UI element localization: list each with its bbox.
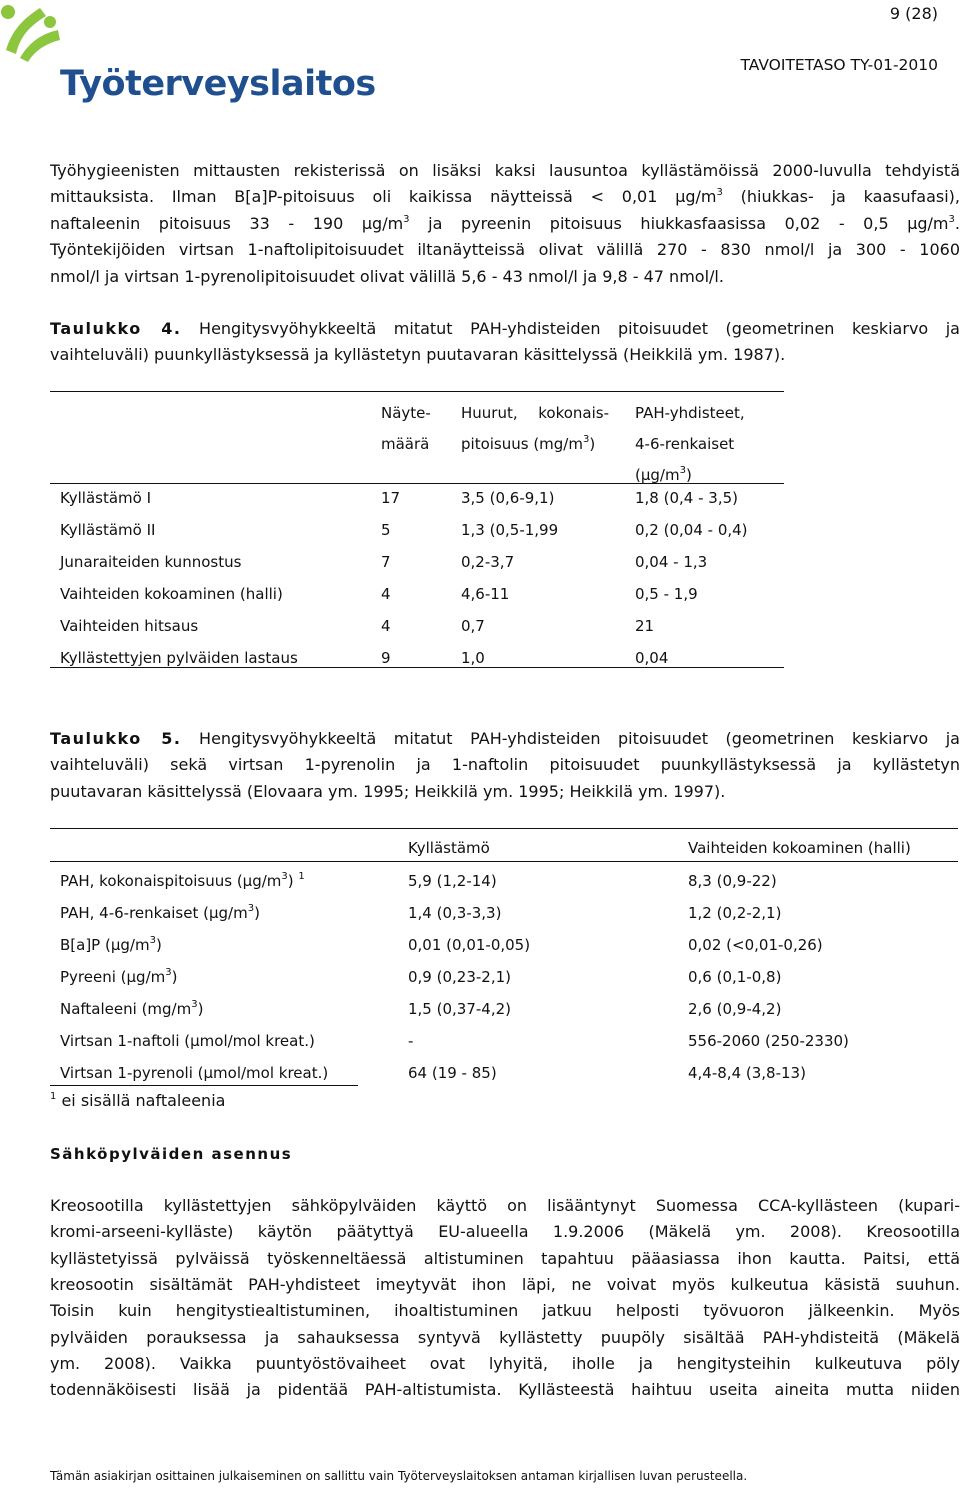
table4-row [60, 482, 785, 514]
table4-row-name: Kyllästettyjen pylväiden lastaus [60, 649, 298, 667]
section-line: kreosootin sisältämät PAH-yhdisteet imeytyvät ihon läpi, ne voivat myös kulkeutua käsistä suuhun. [50, 1274, 960, 1294]
table4-row-pah: 0,2 (0,04 - 0,4) [635, 521, 748, 539]
table4-row-name: Vaihteiden hitsaus [60, 617, 199, 635]
table4-top-rule [50, 391, 784, 392]
table4-caption-line2: vaihteluväli) puunkyllästyksessä ja kyllästetyn puutavaran käsittelyssä (Heikkilä ym. 1987). [50, 345, 786, 364]
table4-row-count: 9 [381, 649, 391, 667]
document-code: TAVOITETASO TY-01-2010 [740, 56, 938, 74]
section-line: todennäköisesti lisää ja pidentää PAH-altistumista. Kyllästeestä haihtuu useita aineita mutta niiden [50, 1380, 960, 1400]
section-line: Kreosootilla kyllästettyjen sähköpylväiden käyttö on lisääntynyt Suomessa CCA-kyllästeen (kupari- [50, 1196, 960, 1215]
table5-row-assembly: 1,2 (0,2-2,1) [688, 904, 782, 922]
table4-row-fumes: 0,7 [461, 617, 485, 635]
table5-row-plant: - [408, 1032, 414, 1050]
table5-body [60, 865, 948, 1089]
intro-line-5: nmol/l ja virtsan 1-pyrenolipitoisuudet olivat välillä 5,6 - 43 nmol/l ja 9,8 - 47 nmol/l. [50, 267, 724, 286]
table4-row-pah: 0,5 - 1,9 [635, 585, 698, 603]
table4-row-pah: 0,04 - 1,3 [635, 553, 708, 571]
table4-row-name: Vaihteiden kokoaminen (halli) [60, 585, 283, 603]
section-line: kromi-arseeni-kylläste) käytön päätyttyä EU-alueella 1.9.2006 (Mäkelä ym. 2008). Kreosootilla [50, 1222, 960, 1242]
table5-header-plant: Kyllästämö [408, 839, 490, 857]
table5-row-assembly: 0,02 (<0,01-0,26) [688, 936, 823, 954]
table5-row-assembly: 4,4-8,4 (3,8-13) [688, 1064, 806, 1082]
table5-row-assembly: 0,6 (0,1-0,8) [688, 968, 782, 986]
table4-row-count: 7 [381, 553, 391, 571]
table5-row [60, 929, 948, 961]
table4-header-count: Näyte- määrä [381, 404, 431, 453]
table4-row-fumes: 1,3 (0,5-1,99 [461, 521, 559, 539]
table4-row-name: Kyllästämö I [60, 489, 152, 507]
table5-row-label: Virtsan 1-pyrenoli (µmol/mol kreat.) [60, 1064, 329, 1082]
table5-row-plant: 1,5 (0,37-4,2) [408, 1000, 511, 1018]
page-number: 9 (28) [889, 4, 938, 23]
section-line: kyllästetyissä pylväissä työskenneltäessä altistuminen tapahtuu pääasiassa ihon kautta. Paitsi, että [50, 1248, 960, 1268]
table5-row [60, 865, 948, 897]
table5-row-label: PAH, kokonaispitoisuus $(\mu g/m^3)$ $^1$ [60, 871, 305, 890]
table4-row-fumes: 1,0 [461, 649, 485, 667]
table4-row-count: 17 [381, 489, 401, 507]
table4-row-count: 4 [381, 585, 391, 603]
table5-row-plant: 0,01 (0,01-0,05) [408, 936, 531, 954]
table5-footnote: $^1$ ei sisällä naftaleenia [50, 1091, 226, 1110]
table4-header-pah: PAH-yhdisteet, 4-6-renkaiset $(\mu g/m^3)$ [635, 404, 745, 484]
table4-row [60, 514, 785, 546]
section-line: ym. 2008). Vaikka puuntyöstövaiheet ovat lyhyitä, iholle ja hengitysteihin kulkeutuva pöly [50, 1353, 960, 1373]
intro-line-4: Työntekijöiden virtsan 1-naftolipitoisuudet iltanäytteissä olivat välillä 270 - 830 nmol/l ja 300 - 1060 [50, 240, 960, 259]
table4-caption: Taulukko 4. Hengitysvyöhykkeeltä mitatut PAH-yhdisteiden pitoisuudet (geometrinen keskiarvo ja [50, 319, 960, 338]
table5-row-plant: 64 (19 - 85) [408, 1064, 497, 1082]
table5-row-plant: 1,4 (0,3-3,3) [408, 904, 502, 922]
table4-row [60, 642, 785, 674]
table4-header-fumes: Huurut, kokonais- pitoisuus $(mg/m^3)$ [461, 404, 609, 453]
section-heading: Sähköpylväiden asennus [50, 1145, 293, 1163]
table4-row [60, 546, 785, 578]
table5-caption-line2: vaihteluväli) sekä virtsan 1-pyrenolin ja 1-naftolin pitoisuudet puunkyllästyksessä ja kyllästetyn [50, 755, 960, 774]
table5-row [60, 961, 948, 993]
table5-row [60, 1057, 948, 1089]
table4-row-name: Kyllästämö II [60, 521, 156, 539]
table5-row [60, 897, 948, 929]
intro-line-2: mittauksista. Ilman B[a]P-pitoisuus oli kaikissa näytteissä < 0,01 $\mu g/m^3$ (hiukkas- ja kaasufaasi), [50, 187, 960, 206]
logo-wordmark: Työterveyslaitos [60, 64, 376, 104]
table5-row-label: Naftaleeni $(mg/m^3)$ [60, 999, 204, 1018]
table4-row-name: Junaraiteiden kunnostus [60, 553, 242, 571]
table5-row-assembly: 2,6 (0,9-4,2) [688, 1000, 782, 1018]
table5-row-assembly: 8,3 (0,9-22) [688, 872, 777, 890]
table4-row-fumes: 3,5 (0,6-9,1) [461, 489, 555, 507]
intro-line-3: naftaleenin pitoisuus 33 - 190 $\mu g/m^3$ ja pyreenin pitoisuus hiukkasfaasissa 0,02 - 0,5 $\mu g/m^3$. [50, 214, 960, 233]
section-line: Toisin kuin hengitystiealtistuminen, ihoaltistuminen jatkuu helposti työvuoron jälkeenkin. Myös [50, 1301, 960, 1321]
table5-row-label: Virtsan 1-naftoli (µmol/mol kreat.) [60, 1032, 315, 1050]
table4-row [60, 610, 785, 642]
table5-header-assembly: Vaihteiden kokoaminen (halli) [688, 839, 911, 857]
table5-row-label: Pyreeni $(\mu g/m^3)$ [60, 967, 178, 986]
table4-row-pah: 21 [635, 617, 655, 635]
table4-row-pah: 1,8 (0,4 - 3,5) [635, 489, 738, 507]
section-line: pylväiden porauksessa ja sahauksessa syntyvä kyllästetty puupöly sisältää PAH-yhdisteitä (Mäkelä [50, 1327, 960, 1347]
table4-row-pah: 0,04 [635, 649, 669, 667]
table5-caption-line3: puutavaran käsittelyssä (Elovaara ym. 1995; Heikkilä ym. 1995; Heikkilä ym. 1997). [50, 782, 726, 801]
table5-top-rule [50, 828, 958, 829]
table5-row-label: PAH, 4-6-renkaiset $(\mu g/m^3)$ [60, 903, 260, 922]
table5-row [60, 1025, 948, 1057]
table4-row-fumes: 4,6-11 [461, 585, 510, 603]
logo-mark-icon [0, 0, 70, 70]
table4-row-count: 5 [381, 521, 391, 539]
intro-line-1: Työhygieenisten mittausten rekisterissä on lisäksi kaksi lausuntoa kyllästämöissä 2000-luvulla tehdyistä [50, 161, 960, 180]
table5-row-plant: 5,9 (1,2-14) [408, 872, 497, 890]
table5-row-assembly: 556-2060 (250-2330) [688, 1032, 849, 1050]
table4-row-count: 4 [381, 617, 391, 635]
table4-body [60, 482, 785, 674]
table5-row [60, 993, 948, 1025]
table4-row-fumes: 0,2-3,7 [461, 553, 515, 571]
table5-row-label: B[a]P $(\mu g/m^3)$ [60, 935, 162, 954]
table5-caption: Taulukko 5. Hengitysvyöhykkeeltä mitatut PAH-yhdisteiden pitoisuudet (geometrinen keskiarvo ja [50, 729, 960, 748]
table4-row [60, 578, 785, 610]
table5-row-plant: 0,9 (0,23-2,1) [408, 968, 511, 986]
footer-notice: Tämän asiakirjan osittainen julkaiseminen on sallittu vain Työterveyslaitoksen antaman kirjallisen luvan perusteella. [50, 1469, 748, 1483]
